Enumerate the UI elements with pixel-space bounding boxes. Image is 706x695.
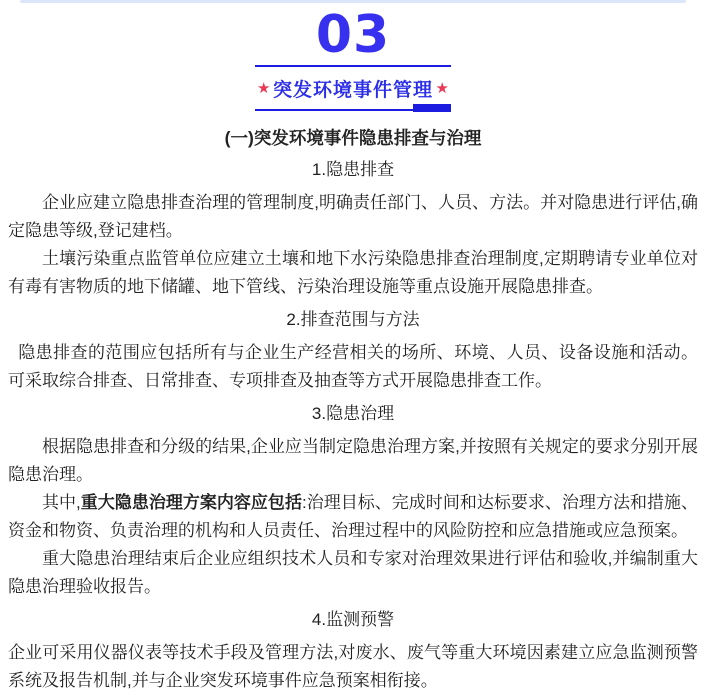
paragraph: 企业应建立隐患排查治理的管理制度,明确责任部门、人员、方法。并对隐患进行评估,确定隐患等级,登记建档。 [8,193,698,240]
chapter-number: 03 [315,5,391,65]
subsection-label: 1.隐患排查 [311,160,395,179]
top-divider [20,0,686,3]
banner-title: 突发环境事件管理 [272,80,433,101]
subsection-label: 2.排查范围与方法 [286,310,420,329]
star-left-icon: ★ [257,80,271,97]
paragraph: 隐患排查的范围应包括所有与企业生产经营相关的场所、环境、人员、设备设施和活动。可采取综合排查、日常排查、专项排查及抽查等方式开展隐患排查工作。 [8,343,698,390]
banner-bottom-line [255,109,451,111]
subsection-label: 3.隐患治理 [311,404,395,423]
section-hidden-danger-treatment [8,400,698,601]
paragraph: 企业可采用仪器仪表等技术手段及管理方法,对废水、废气等重大环境因素建立应急监测预警系统及报告机制,并与企业突发环境事件应急预案相衔接。 [8,643,698,690]
subsection-label: 4.监测预警 [311,610,395,629]
section-banner [255,65,451,111]
section-check-scope-method [8,306,698,395]
paragraph: 土壤污染重点监管单位应建立土壤和地下水污染隐患排查治理制度,定期聘请专业单位对有毒有害物质的地下储罐、地下管线、污染治理设施等重点设施开展隐患排查。 [8,249,698,296]
paragraph-text: 其中, [42,493,81,512]
paragraph-text: :治理目标、完成时间和达标要求、治理方法和措施、资金和物资、负责治理的机构和人员责任、治理过程中的风险防控和应急措施或应急预案。 [8,493,699,540]
paragraph: 根据隐患排查和分级的结果,企业应当制定隐患治理方案,并按照有关规定的要求分别开展隐患治理。 [8,437,698,484]
article-content [0,125,706,695]
section-hidden-danger-check [8,156,698,301]
section-heading: (一)突发环境事件隐患排查与治理 [224,128,482,148]
paragraph: 重大隐患治理结束后企业应组织技术人员和专家对治理效果进行评估和验收,并编制重大隐患治理验收报告。 [8,549,698,596]
paragraph-bold-text: 重大隐患治理方案内容应包括 [80,493,302,512]
star-right-icon: ★ [435,80,449,97]
section-monitoring-warning [8,606,698,695]
paragraph-with-bold [8,489,698,545]
banner-accent-block [413,104,451,112]
